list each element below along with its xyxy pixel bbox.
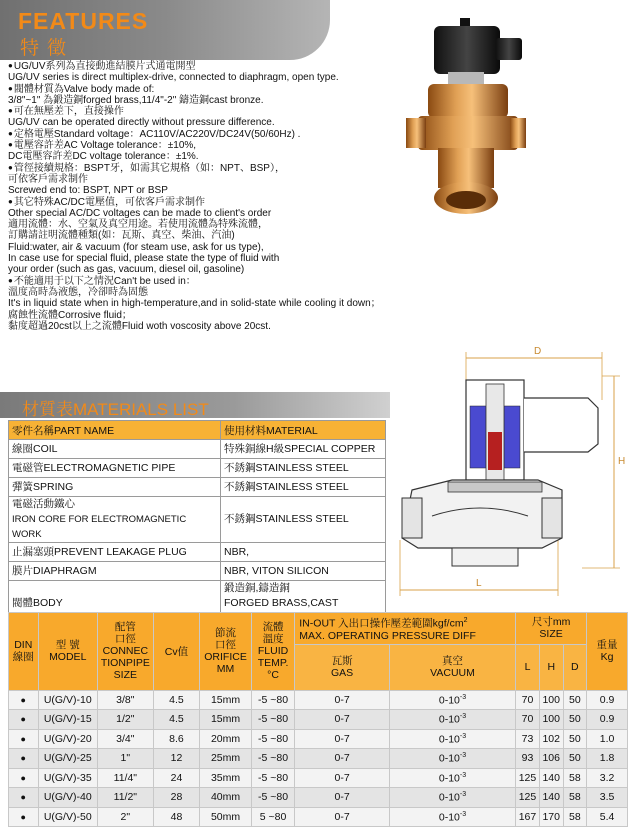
d-cell: 58 [563, 768, 586, 788]
din-dot: ● [9, 768, 39, 788]
feature-line: 黏度超過20cst以上之流體Fluid woth voscosity above 20cst. [8, 320, 271, 332]
temp-cell: -5 ~80 [251, 788, 294, 808]
orifice-cell: 25mm [200, 749, 252, 769]
l-cell: 125 [516, 768, 540, 788]
feature-line: ● 可在無壓差下，直接操作 [8, 106, 438, 117]
materials-row [9, 440, 386, 459]
temp-cell: 5 ~80 [251, 807, 294, 827]
cv-cell: 4.5 [153, 690, 200, 710]
part-name-cell: 電磁活動鐵心 IRON CORE FOR ELECTROMAGNETIC WORK [9, 497, 221, 543]
feature-line: DC電壓容許差DC voltage tolerance：±1%. [8, 151, 199, 163]
weight-cell: 0.9 [587, 690, 628, 710]
size-cell: 11/2" [97, 788, 153, 808]
model-cell: U(G/V)-10 [38, 690, 97, 710]
part-name-cell: 電磁管ELECTROMAGNETIC PIPE [9, 459, 221, 478]
feature-line: 3/8"~1" 為鍛造銅forged brass,11/4"-2" 鑄造銅cast bronze. [8, 94, 264, 106]
temp-cell: -5 ~80 [251, 768, 294, 788]
d-cell: 50 [563, 729, 586, 749]
vacuum-cell: $0-10^{-3}$ [389, 807, 515, 827]
valve-cross-section-diagram [392, 340, 628, 605]
h-header: H [539, 644, 563, 690]
orifice-cell: 35mm [200, 768, 252, 788]
weight-cell: 0.9 [587, 710, 628, 730]
feature-line: 訂購請註明流體種類(如：瓦斯、真空、柴油、汽油) [8, 230, 235, 242]
size-cell: 3/4" [97, 729, 153, 749]
d-cell: 58 [563, 807, 586, 827]
h-cell: 170 [539, 807, 563, 827]
feature-line: 可依客戶需求制作 [8, 173, 88, 185]
vacuum-cell: $0-10^{-3}$ [389, 788, 515, 808]
gas-cell: 0-7 [295, 710, 390, 730]
material-cell: NBR, [221, 543, 386, 562]
l-cell: 93 [516, 749, 540, 769]
part-name-header: 零件名稱PART NAME [9, 421, 221, 440]
d-cell: 50 [563, 710, 586, 730]
spec-row [9, 768, 628, 788]
h-cell: 140 [539, 768, 563, 788]
material-cell: 不銹鋼STAINLESS STEEL [221, 478, 386, 497]
materials-row [9, 459, 386, 478]
l-cell: 125 [516, 788, 540, 808]
temp-cell: -5 ~80 [251, 690, 294, 710]
material-cell: 鍛造銅,鑄造銅 FORGED BRASS,CAST [221, 581, 386, 627]
spec-row [9, 807, 628, 827]
weight-cell: 1.0 [587, 729, 628, 749]
feature-line: UG/UV series is direct multiplex-drive, connected to diaphragm, open type. [8, 72, 339, 84]
feature-line: Other special AC/DC voltages can be made to client's order [8, 207, 272, 219]
orifice-cell: 15mm [200, 690, 252, 710]
cv-cell: 48 [153, 807, 200, 827]
size-header: 配管 口徑 CONNEC TIONPIPE SIZE [97, 613, 153, 691]
material-cell: 不銹鋼STAINLESS STEEL [221, 459, 386, 478]
materials-title: 材質表MATERIALS LIST [22, 400, 209, 419]
h-cell: 106 [539, 749, 563, 769]
din-dot: ● [9, 788, 39, 808]
feature-line: ● 閥體材質為Valve body made of: [8, 84, 438, 95]
cv-cell: 12 [153, 749, 200, 769]
model-cell: U(G/V)-50 [38, 807, 97, 827]
feature-line: ● 電壓容許差AC Voltage tolerance：±10%, [8, 140, 438, 151]
gas-cell: 0-7 [295, 807, 390, 827]
size-cell: 2" [97, 807, 153, 827]
vacuum-cell: $0-10^{-3}$ [389, 768, 515, 788]
dimension-header: 尺寸mm SIZE [516, 613, 587, 645]
feature-line: Screwed end to: BSPT, NPT or BSP [8, 185, 168, 197]
feature-line: Fluid:water, air & vacuum (for steam use, ask for us type), [8, 241, 264, 253]
h-cell: 102 [539, 729, 563, 749]
features-title-cn: 特徵 [20, 38, 75, 59]
spec-row [9, 690, 628, 710]
d-cell: 58 [563, 788, 586, 808]
h-cell: 140 [539, 788, 563, 808]
feature-line: ● 其它特殊AC/DC電壓值，可依客戶需求制作 [8, 197, 438, 208]
materials-row [9, 543, 386, 562]
materials-header-row [9, 421, 386, 440]
cv-header: Cv值 [153, 613, 200, 691]
spec-row [9, 749, 628, 769]
part-name-cell: 止漏塞頭PREVENT LEAKAGE PLUG [9, 543, 221, 562]
dimension-d-label: D [534, 346, 542, 357]
feature-line: In case use for special fluid, please state the type of fluid with [8, 253, 280, 265]
din-dot: ● [9, 729, 39, 749]
d-header: D [563, 644, 586, 690]
size-cell: 1" [97, 749, 153, 769]
cv-cell: 4.5 [153, 710, 200, 730]
feature-line: 適用流體：水、空氣及真空用途。若使用流體為特殊流體， [8, 219, 268, 231]
vacuum-cell: $0-10^{-3}$ [389, 690, 515, 710]
vacuum-cell: $0-10^{-3}$ [389, 749, 515, 769]
size-cell: 1/2" [97, 710, 153, 730]
orifice-cell: 50mm [200, 807, 252, 827]
cv-cell: 28 [153, 788, 200, 808]
orifice-cell: 20mm [200, 729, 252, 749]
h-cell: 100 [539, 710, 563, 730]
feature-line: ● 定格電壓Standard voltage：AC110V/AC220V/DC24V(50/60Hz) . [8, 129, 438, 140]
features-title-en: FEATURES [18, 8, 149, 34]
materials-row [9, 478, 386, 497]
weight-cell: 1.8 [587, 749, 628, 769]
din-dot: ● [9, 807, 39, 827]
cv-cell: 8.6 [153, 729, 200, 749]
gas-cell: 0-7 [295, 749, 390, 769]
material-cell: 不銹鋼STAINLESS STEEL [221, 497, 386, 543]
dimension-h-label: H [618, 456, 626, 467]
vacuum-cell: $0-10^{-3}$ [389, 710, 515, 730]
orifice-header: 節流 口徑 ORIFICE MM [200, 613, 252, 691]
model-header: 型 號 MODEL [38, 613, 97, 691]
temp-cell: -5 ~80 [251, 710, 294, 730]
l-cell: 73 [516, 729, 540, 749]
weight-cell: 5.4 [587, 807, 628, 827]
part-name-cell: 膜片DIAPHRAGM [9, 562, 221, 581]
materials-table [8, 420, 386, 627]
features-list [8, 61, 438, 332]
feature-line: ● UG/UV系列為直接動進結膜片式通電開型 [8, 61, 438, 72]
specifications-table [8, 612, 628, 827]
feature-line: ● 不能適用于以下之情況Can't be used in： [8, 276, 438, 287]
spec-row [9, 788, 628, 808]
materials-row [9, 562, 386, 581]
model-cell: U(G/V)-40 [38, 788, 97, 808]
temp-cell: -5 ~80 [251, 749, 294, 769]
dimension-l-label: L [476, 578, 482, 589]
cv-cell: 24 [153, 768, 200, 788]
gas-cell: 0-7 [295, 788, 390, 808]
feature-line: 腐蝕性流體Corrosive fluid； [8, 309, 132, 321]
feature-line: UG/UV can be operated directly without pressure difference. [8, 117, 275, 129]
model-cell: U(G/V)-35 [38, 768, 97, 788]
spec-row [9, 729, 628, 749]
feature-line: ● 管徑接續規格：BSPT牙，如需其它規格（如：NPT、BSP）， [8, 163, 438, 174]
pressure-header: IN-OUT 入出口操作壓差範圍kgf/$cm^2$ MAX. OPERATING PRESSURE DIFF [295, 613, 516, 645]
model-cell: U(G/V)-15 [38, 710, 97, 730]
feature-line: It's in liquid state when in high-temperature,and in solid-state while cooling it down； [8, 298, 381, 310]
feature-line: 溫度高時為液態，冷卻時為固態 [8, 286, 148, 298]
weight-cell: 3.5 [587, 788, 628, 808]
material-header: 使用材料MATERIAL [221, 421, 386, 440]
spec-row [9, 710, 628, 730]
temp-cell: -5 ~80 [251, 729, 294, 749]
gas-cell: 0-7 [295, 768, 390, 788]
materials-row [9, 497, 386, 543]
weight-cell: 3.2 [587, 768, 628, 788]
weight-header: 重量 Kg [587, 613, 628, 691]
l-header: L [516, 644, 540, 690]
vacuum-header: 真空 VACUUM [389, 644, 515, 690]
gas-cell: 0-7 [295, 690, 390, 710]
size-cell: 11/4" [97, 768, 153, 788]
l-cell: 70 [516, 690, 540, 710]
model-cell: U(G/V)-25 [38, 749, 97, 769]
din-header: DIN 線圈 [9, 613, 39, 691]
din-dot: ● [9, 690, 39, 710]
vacuum-cell: $0-10^{-3}$ [389, 729, 515, 749]
model-cell: U(G/V)-20 [38, 729, 97, 749]
d-cell: 50 [563, 690, 586, 710]
d-cell: 50 [563, 749, 586, 769]
orifice-cell: 40mm [200, 788, 252, 808]
gas-cell: 0-7 [295, 729, 390, 749]
part-name-cell: 線圈COIL [9, 440, 221, 459]
din-dot: ● [9, 710, 39, 730]
materials-title-band [0, 392, 390, 418]
feature-line: your order (such as gas, vacuum, diesel oil, gasoline) [8, 264, 245, 276]
size-cell: 3/8" [97, 690, 153, 710]
h-cell: 100 [539, 690, 563, 710]
features-header [0, 0, 330, 60]
l-cell: 167 [516, 807, 540, 827]
part-name-cell: 閥體BODY [9, 581, 221, 627]
din-dot: ● [9, 749, 39, 769]
orifice-cell: 15mm [200, 710, 252, 730]
material-cell: 特殊銅線H級SPECIAL COPPER [221, 440, 386, 459]
gas-header: 瓦斯 GAS [295, 644, 390, 690]
temp-header: 流體 溫度 FLUID TEMP. °C [251, 613, 294, 691]
part-name-cell: 彈簧SPRING [9, 478, 221, 497]
material-cell: NBR, VITON SILICON [221, 562, 386, 581]
l-cell: 70 [516, 710, 540, 730]
spec-header-row-1 [9, 613, 628, 645]
